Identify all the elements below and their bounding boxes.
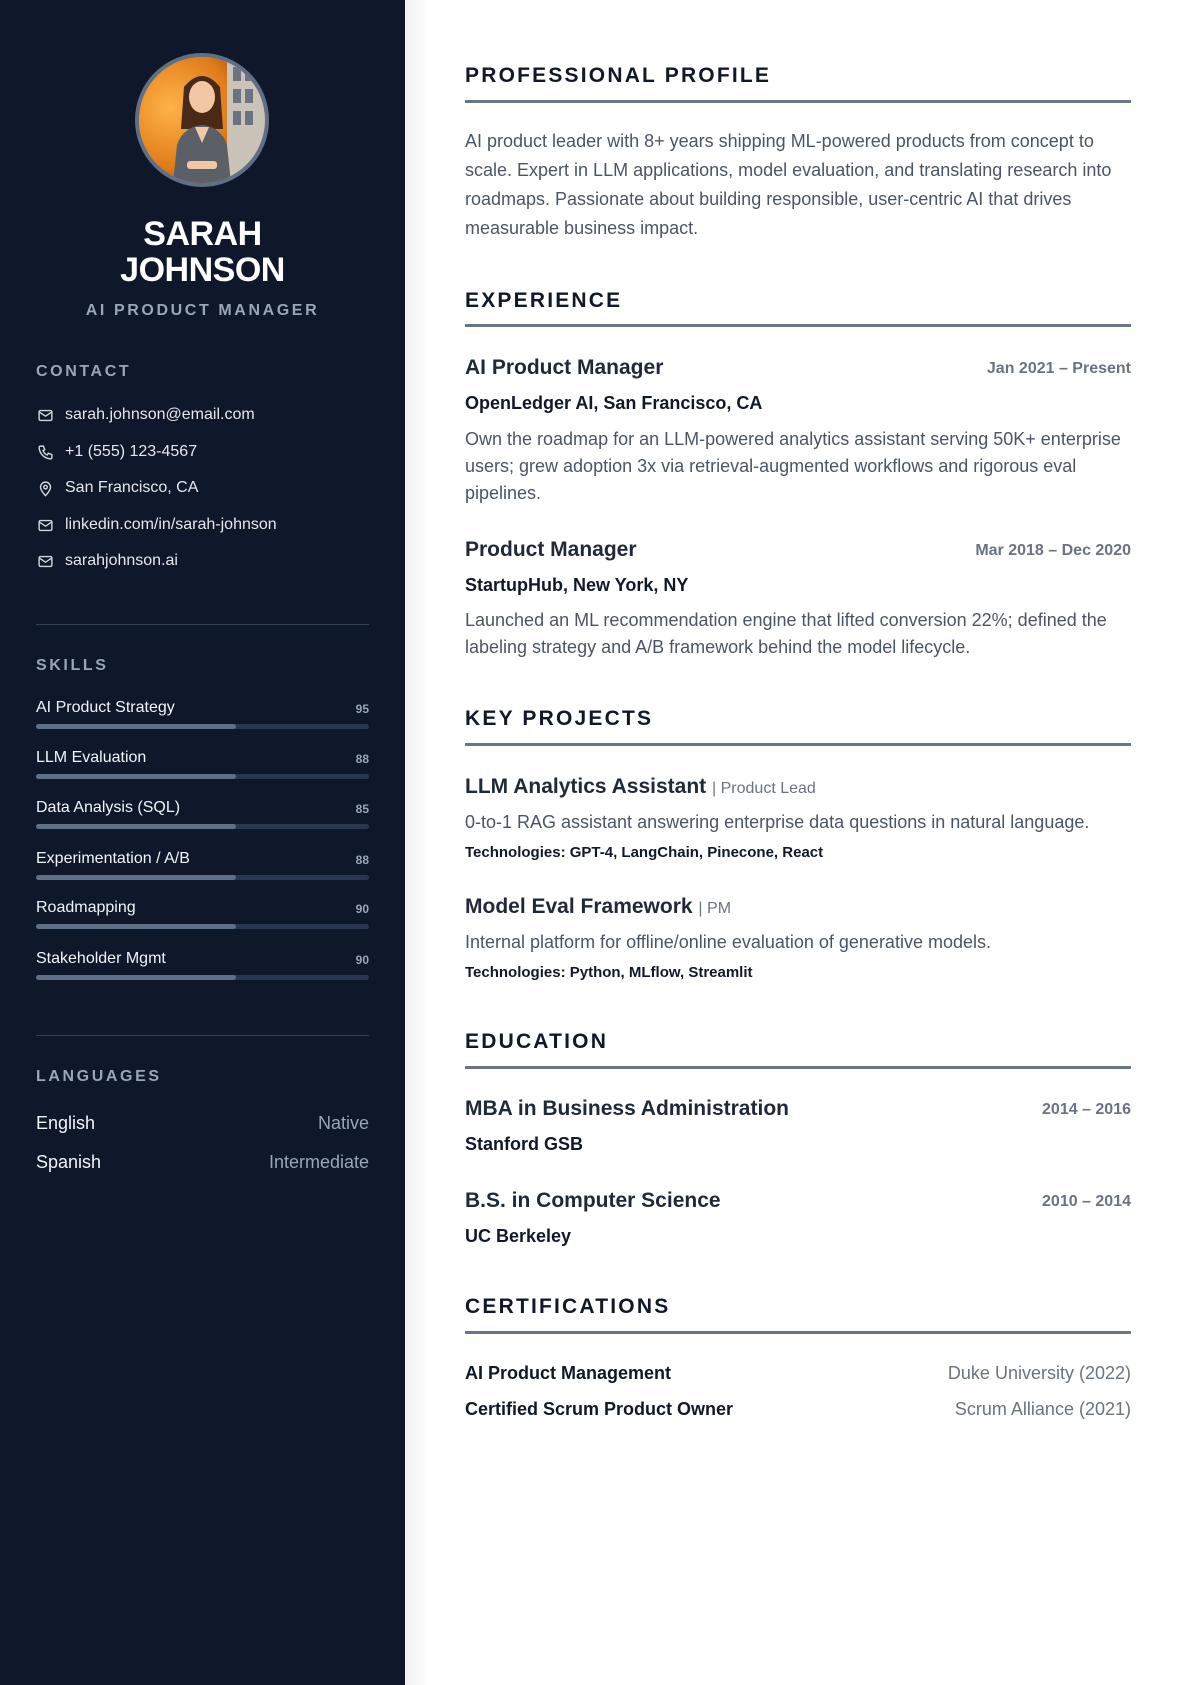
certification-name: AI Product Management bbox=[465, 1363, 672, 1383]
job-description: Launched an ML recommendation engine that lifted conversion 22%; defined the labeling strategy and A/B framework behind the model lifecycle. bbox=[465, 610, 1107, 657]
school-name: Stanford GSB bbox=[465, 1134, 584, 1154]
section-heading-projects: KEY PROJECTS bbox=[465, 707, 654, 730]
contact-linkedin-text: linkedin.com/in/sarah-johnson bbox=[65, 516, 277, 533]
skill-name: AI Product Strategy bbox=[36, 699, 175, 716]
job-title: AI PRODUCT MANAGER bbox=[85, 302, 320, 319]
skill-bar-track bbox=[36, 975, 369, 980]
section-rule bbox=[465, 324, 1131, 327]
contact-location bbox=[36, 477, 198, 499]
skill-name: Stakeholder Mgmt bbox=[36, 950, 166, 967]
skill-name: LLM Evaluation bbox=[36, 749, 147, 766]
skill-name: Experimentation / A/B bbox=[36, 850, 190, 867]
skill-name: Data Analysis (SQL) bbox=[36, 799, 181, 816]
job-company: OpenLedger AI, San Francisco, CA bbox=[465, 393, 763, 413]
certification-issuer: Scrum Alliance (2021) bbox=[954, 1399, 1131, 1419]
project-description: 0-to-1 RAG assistant answering enterprise data questions in natural language. bbox=[465, 812, 1090, 832]
project-name: Model Eval Framework bbox=[465, 895, 693, 918]
full-name bbox=[0, 216, 405, 288]
skill-bar-track bbox=[36, 875, 369, 880]
section-heading-profile: PROFESSIONAL PROFILE bbox=[465, 64, 772, 87]
skill-value: 88 bbox=[355, 752, 369, 766]
degree-title: B.S. in Computer Science bbox=[465, 1189, 721, 1212]
envelope-icon bbox=[36, 516, 54, 534]
sidebar bbox=[0, 0, 405, 1685]
skill-value: 90 bbox=[355, 953, 369, 967]
envelope-icon bbox=[36, 406, 54, 424]
language-name: English bbox=[36, 1113, 96, 1133]
skill-bar-track bbox=[36, 724, 369, 729]
skill-item bbox=[36, 850, 369, 886]
project-role: | PM bbox=[698, 900, 732, 917]
first-name: SARAH bbox=[143, 215, 262, 253]
certification-issuer: Duke University (2022) bbox=[947, 1363, 1131, 1383]
degree-dates: 2014 – 2016 bbox=[1042, 1101, 1131, 1118]
last-name: JOHNSON bbox=[120, 251, 285, 289]
language-level: Intermediate bbox=[268, 1152, 369, 1172]
certification-name: Certified Scrum Product Owner bbox=[465, 1399, 734, 1419]
project-technologies: Technologies: GPT-4, LangChain, Pinecone, React bbox=[465, 844, 824, 861]
skill-value: 90 bbox=[355, 902, 369, 916]
section-rule bbox=[465, 1331, 1131, 1334]
skill-bar-track bbox=[36, 774, 369, 779]
job-company: StartupHub, New York, NY bbox=[465, 575, 689, 595]
skill-item bbox=[36, 749, 369, 785]
skill-bar-fill bbox=[36, 824, 236, 829]
project-role: | Product Lead bbox=[712, 780, 816, 797]
project-title bbox=[465, 775, 816, 799]
skill-bar-track bbox=[36, 824, 369, 829]
contact-linkedin[interactable] bbox=[36, 514, 277, 536]
project-description: Internal platform for offline/online evaluation of generative models. bbox=[465, 932, 991, 952]
section-heading-experience: EXPERIENCE bbox=[465, 289, 623, 312]
contact-phone[interactable] bbox=[36, 441, 197, 463]
language-item bbox=[36, 1152, 369, 1176]
skill-item bbox=[36, 899, 369, 935]
section-heading-education: EDUCATION bbox=[465, 1030, 609, 1053]
skill-bar-fill bbox=[36, 975, 236, 980]
contact-email[interactable] bbox=[36, 404, 255, 426]
project-technologies: Technologies: Python, MLflow, Streamlit bbox=[465, 964, 753, 981]
degree-title: MBA in Business Administration bbox=[465, 1097, 789, 1120]
skill-bar-fill bbox=[36, 875, 236, 880]
phone-icon bbox=[36, 443, 54, 461]
languages-heading: LANGUAGES bbox=[36, 1068, 162, 1085]
section-rule bbox=[465, 743, 1131, 746]
skills-heading: SKILLS bbox=[36, 657, 109, 674]
contact-website[interactable] bbox=[36, 550, 178, 572]
language-level: Native bbox=[317, 1113, 369, 1133]
sidebar-divider bbox=[36, 624, 369, 625]
envelope-icon bbox=[36, 552, 54, 570]
skill-value: 85 bbox=[355, 802, 369, 816]
section-rule bbox=[465, 100, 1131, 103]
contact-email-text: sarah.johnson@email.com bbox=[65, 406, 255, 423]
language-item bbox=[36, 1113, 369, 1137]
skill-bar-track bbox=[36, 924, 369, 929]
location-pin-icon bbox=[36, 479, 54, 497]
skill-value: 95 bbox=[355, 702, 369, 716]
school-name: UC Berkeley bbox=[465, 1226, 572, 1246]
job-role: AI Product Manager bbox=[465, 356, 664, 379]
skill-bar-fill bbox=[36, 924, 236, 929]
contact-phone-text: +1 (555) 123-4567 bbox=[65, 443, 198, 460]
job-dates: Jan 2021 – Present bbox=[986, 360, 1131, 377]
job-description: Own the roadmap for an LLM-powered analytics assistant serving 50K+ enterprise users; grew adoption 3x via retrieval-augmented workflows and rigorous eval pipelines. bbox=[465, 429, 1121, 503]
profile-summary: AI product leader with 8+ years shipping ML-powered products from concept to scale. Expert in LLM applications, model evaluation, and translating research into roadmaps. Passionate about building responsible, user-centric AI that drives measurable business impact. bbox=[465, 131, 1112, 238]
skill-bar-fill bbox=[36, 774, 236, 779]
skill-value: 88 bbox=[355, 853, 369, 867]
job-dates: Mar 2018 – Dec 2020 bbox=[975, 542, 1131, 559]
skill-bar-fill bbox=[36, 724, 236, 729]
language-name: Spanish bbox=[36, 1152, 102, 1172]
skill-item bbox=[36, 799, 369, 835]
degree-dates: 2010 – 2014 bbox=[1042, 1193, 1131, 1210]
contact-website-text: sarahjohnson.ai bbox=[65, 552, 178, 569]
sidebar-divider bbox=[36, 1035, 369, 1036]
contact-heading: CONTACT bbox=[36, 363, 132, 380]
job-role: Product Manager bbox=[465, 538, 637, 561]
project-title bbox=[465, 895, 731, 919]
skill-name: Roadmapping bbox=[36, 899, 136, 916]
skill-item bbox=[36, 950, 369, 986]
project-name: LLM Analytics Assistant bbox=[465, 775, 707, 798]
skill-item bbox=[36, 699, 369, 735]
profile-photo bbox=[135, 53, 269, 187]
section-heading-certifications: CERTIFICATIONS bbox=[465, 1295, 671, 1318]
section-rule bbox=[465, 1066, 1131, 1069]
contact-location-text: San Francisco, CA bbox=[65, 479, 199, 496]
sidebar-shadow bbox=[405, 0, 429, 1685]
